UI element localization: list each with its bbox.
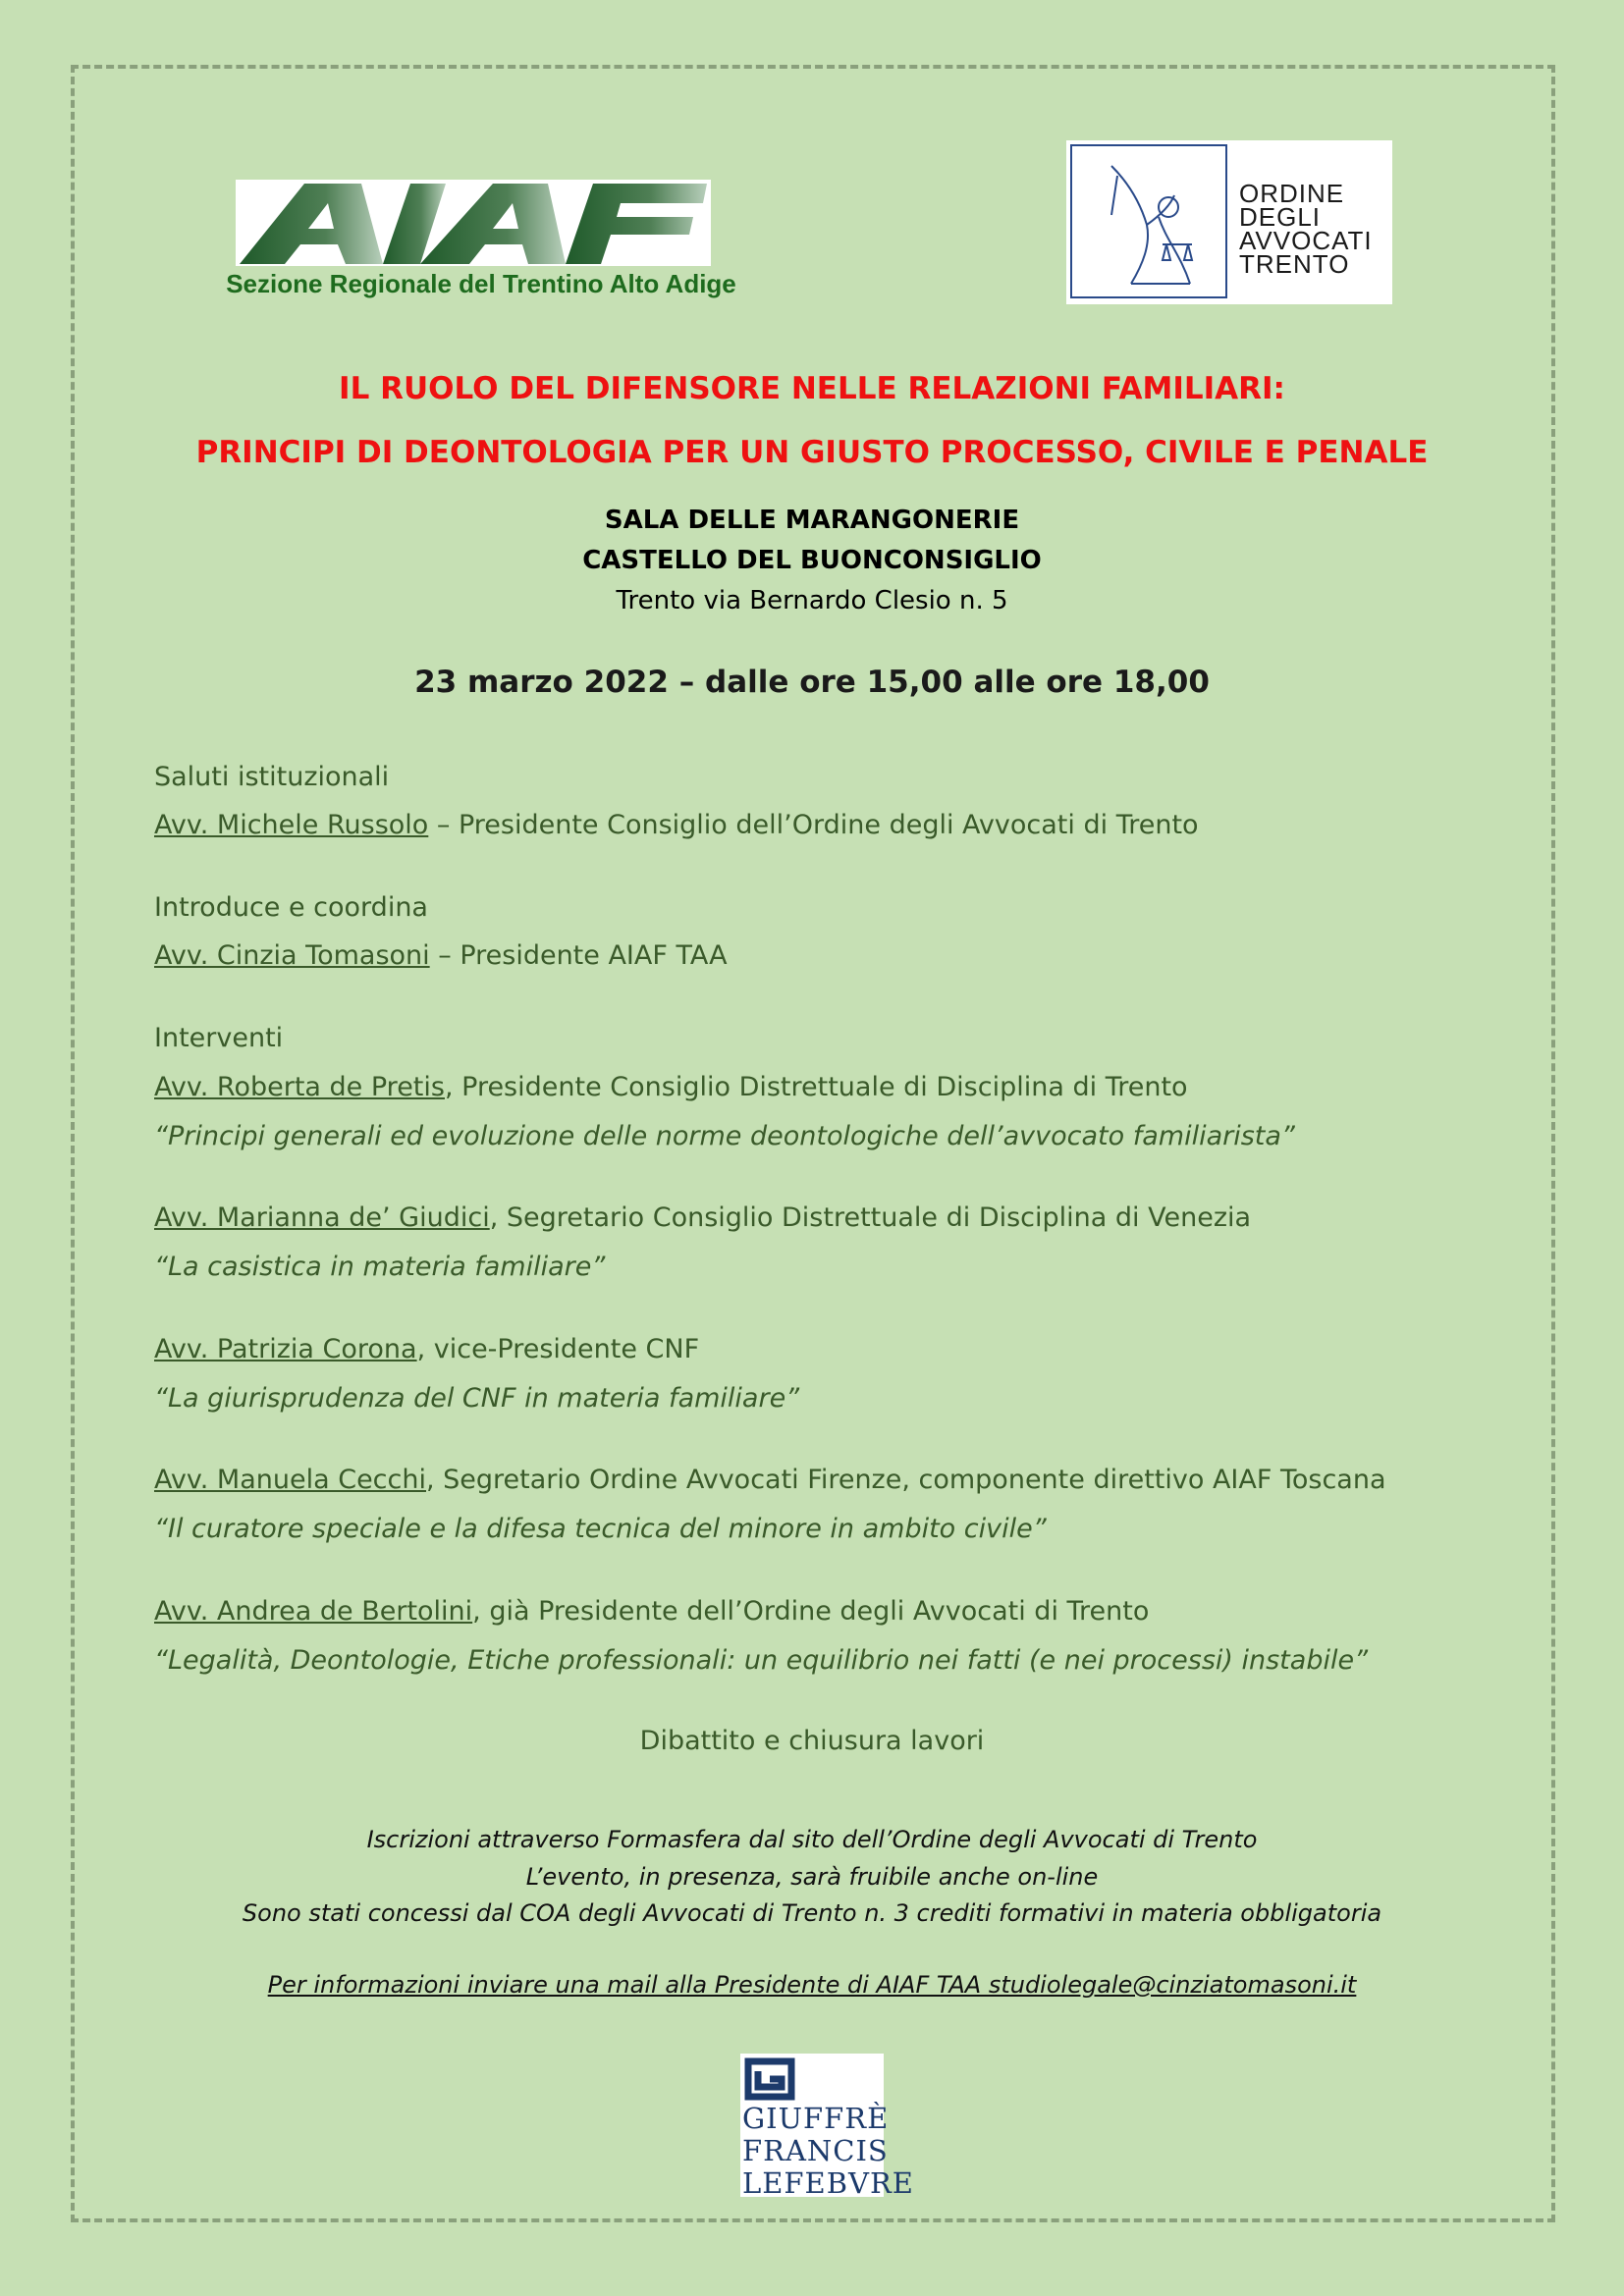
ordine-line: DEGLI (1239, 202, 1322, 232)
talk-speaker (154, 1334, 699, 1364)
speaker-name: Avv. Manuela Cecchi (154, 1465, 426, 1495)
speaker-name: Avv. Andrea de Bertolini (154, 1596, 473, 1627)
publisher-line: FRANCIS (742, 2134, 889, 2167)
speaker-role: , già Presidente dell’Ordine degli Avvocati di Trento (472, 1596, 1150, 1627)
speaker-role: , Segretario Ordine Avvocati Firenze, componente direttivo AIAF Toscana (426, 1465, 1386, 1495)
talk-speaker (154, 1202, 1251, 1233)
speaker-role: , Segretario Consiglio Distrettuale di Disciplina di Venezia (489, 1202, 1252, 1233)
registration-info: Iscrizioni attraverso Formasfera dal sito dell’Ordine degli Avvocati di Trento (366, 1826, 1258, 1853)
publisher-line: LEFEBVRE (742, 2166, 914, 2200)
publisher-mark-icon (744, 2057, 795, 2101)
event-date: 23 marzo 2022 – dalle ore 15,00 alle ore 18,00 (414, 665, 1210, 700)
speaker-role: , vice-Presidente CNF (416, 1334, 700, 1364)
aiaf-logo (236, 180, 711, 266)
talk-speaker (154, 1072, 1188, 1102)
speaker-role: , Presidente Consiglio Distrettuale di Disciplina di Trento (444, 1072, 1188, 1102)
talk-title: “La casistica in materia familiare” (154, 1252, 606, 1282)
ordine-avvocati-logo (1066, 140, 1392, 304)
talk-speaker (154, 1596, 1149, 1627)
speaker-name: Avv. Roberta de Pretis (154, 1072, 445, 1102)
aiaf-subtitle: Sezione Regionale del Trentino Alto Adige (226, 269, 736, 298)
talks-heading: Interventi (154, 1023, 284, 1053)
justice-emblem-icon (1070, 144, 1227, 298)
speaker-name: Avv. Patrizia Corona (154, 1334, 417, 1364)
talk-title: “La giurisprudenza del CNF in materia familiare” (154, 1383, 800, 1414)
speaker-name: Avv. Cinzia Tomasoni (154, 940, 430, 971)
ordine-line: AVVOCATI (1239, 226, 1373, 255)
talk-title: “Principi generali ed evoluzione delle norme deontologiche dell’avvocato familiarista” (154, 1121, 1295, 1151)
online-info: L’evento, in presenza, sarà fruibile anche on-line (525, 1863, 1099, 1891)
event-title-line-1: IL RUOLO DEL DIFENSORE NELLE RELAZIONI FAMILIARI: (339, 371, 1285, 406)
venue-building: CASTELLO DEL BUONCONSIGLIO (582, 546, 1042, 575)
intro-heading: Introduce e coordina (154, 892, 428, 923)
greetings-speaker (154, 810, 1199, 840)
ordine-line: TRENTO (1239, 249, 1350, 279)
talk-title: “Il curatore speciale e la difesa tecnica del minore in ambito civile” (154, 1514, 1047, 1544)
speaker-name: Avv. Michele Russolo (154, 810, 429, 840)
intro-speaker (154, 940, 728, 971)
ordine-line: ORDINE (1239, 179, 1345, 208)
publisher-line: GIUFFRÈ (742, 2102, 890, 2135)
talk-title: “Legalità, Deontologie, Etiche professionali: un equilibrio nei fatti (e nei processi) instabile” (154, 1645, 1369, 1676)
speaker-name: Avv. Marianna de’ Giudici (154, 1202, 490, 1233)
talk-speaker (154, 1465, 1386, 1495)
speaker-role: – Presidente AIAF TAA (429, 940, 728, 971)
event-title-line-2: PRINCIPI DI DEONTOLOGIA PER UN GIUSTO PROCESSO, CIVILE E PENALE (195, 435, 1429, 470)
giuffre-francis-lefebvre-logo (740, 2054, 914, 2200)
ordine-text (1239, 179, 1373, 279)
publisher-name (742, 2102, 914, 2200)
closing-note: Dibattito e chiusura lavori (639, 1726, 985, 1756)
venue-room: SALA DELLE MARANGONERIE (604, 506, 1020, 535)
greetings-heading: Saluti istituzionali (154, 762, 390, 792)
credits-info: Sono stati concessi dal COA degli Avvocati di Trento n. 3 crediti formativi in materia obbligatoria (242, 1899, 1382, 1927)
contact-link[interactable]: Per informazioni inviare una mail alla Presidente di AIAF TAA studiolegale@cinziatomasoni.it (267, 1971, 1357, 1999)
contact-info (0, 1971, 1624, 1999)
speaker-role: – Presidente Consiglio dell’Ordine degli Avvocati di Trento (428, 810, 1199, 840)
venue-address: Trento via Bernardo Clesio n. 5 (616, 586, 1008, 615)
